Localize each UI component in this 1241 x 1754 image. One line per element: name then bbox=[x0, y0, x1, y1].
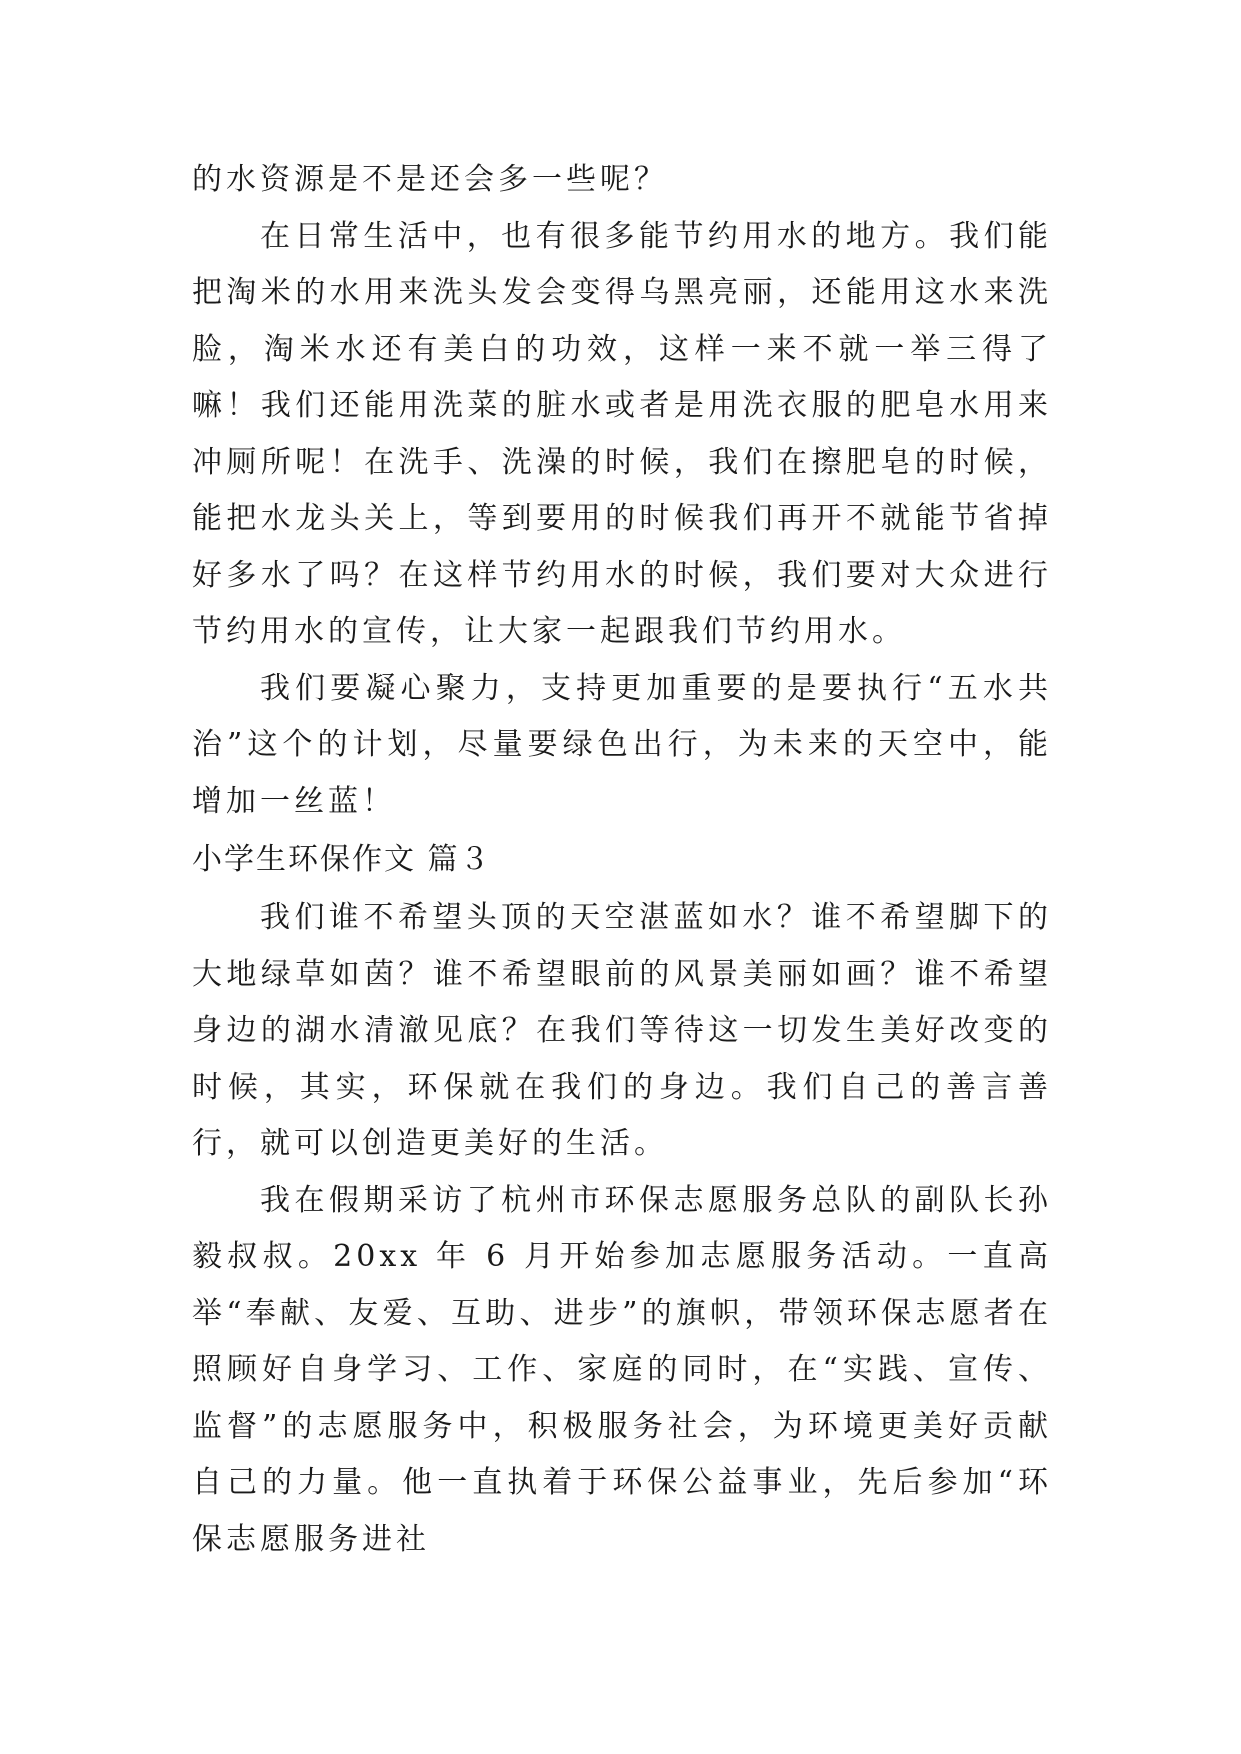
paragraph-continuation: 的水资源是不是还会多一些呢？ bbox=[192, 162, 668, 197]
document-body bbox=[192, 152, 1052, 1568]
paragraph-intro: 我们谁不希望头顶的天空湛蓝如水？谁不希望脚下的大地绿草如茵？谁不希望眼前的风景美丽如画？谁不希望身边的湖水清澈见底？在我们等待这一切发生美好改变的时候，其实，环保就在我们的身边。我们自己的善言善行，就可以创造更美好的生活。 bbox=[192, 900, 1052, 1161]
paragraph-water-saving: 在日常生活中，也有很多能节约用水的地方。我们能把淘米的水用来洗头发会变得乌黑亮丽，还能用这水来洗脸，淘米水还有美白的功效，这样一来不就一举三得了嘛！我们还能用洗菜的脏水或者是用洗衣服的肥皂水用来冲厕所呢！在洗手、洗澡的时候，我们在擦肥皂的时候，能把水龙头关上，等到要用的时候我们再开不就能节省掉好多水了吗？在这样节约用水的时候，我们要对大众进行节约用水的宣传，让大家一起跟我们节约用水。 bbox=[192, 218, 1052, 649]
paragraph-five-water: 我们要凝心聚力，支持更加重要的是要执行“五水共治”这个的计划，尽量要绿色出行，为未来的天空中，能增加一丝蓝！ bbox=[192, 670, 1052, 819]
paragraph-interview: 我在假期采访了杭州市环保志愿服务总队的副队长孙毅叔叔。20xx 年 6 月开始参加志愿服务活动。一直高举“奉献、友爱、互助、进步”的旗帜，带领环保志愿者在照顾好自身学习、工作、家庭的同时，在“实践、宣传、监督”的志愿服务中，积极服务社会，为环境更美好贡献自己的力量。他一直执着于环保公益事业，先后参加“环保志愿服务进社 bbox=[192, 1182, 1052, 1557]
section-heading: 小学生环保作文 篇３ bbox=[192, 842, 492, 877]
